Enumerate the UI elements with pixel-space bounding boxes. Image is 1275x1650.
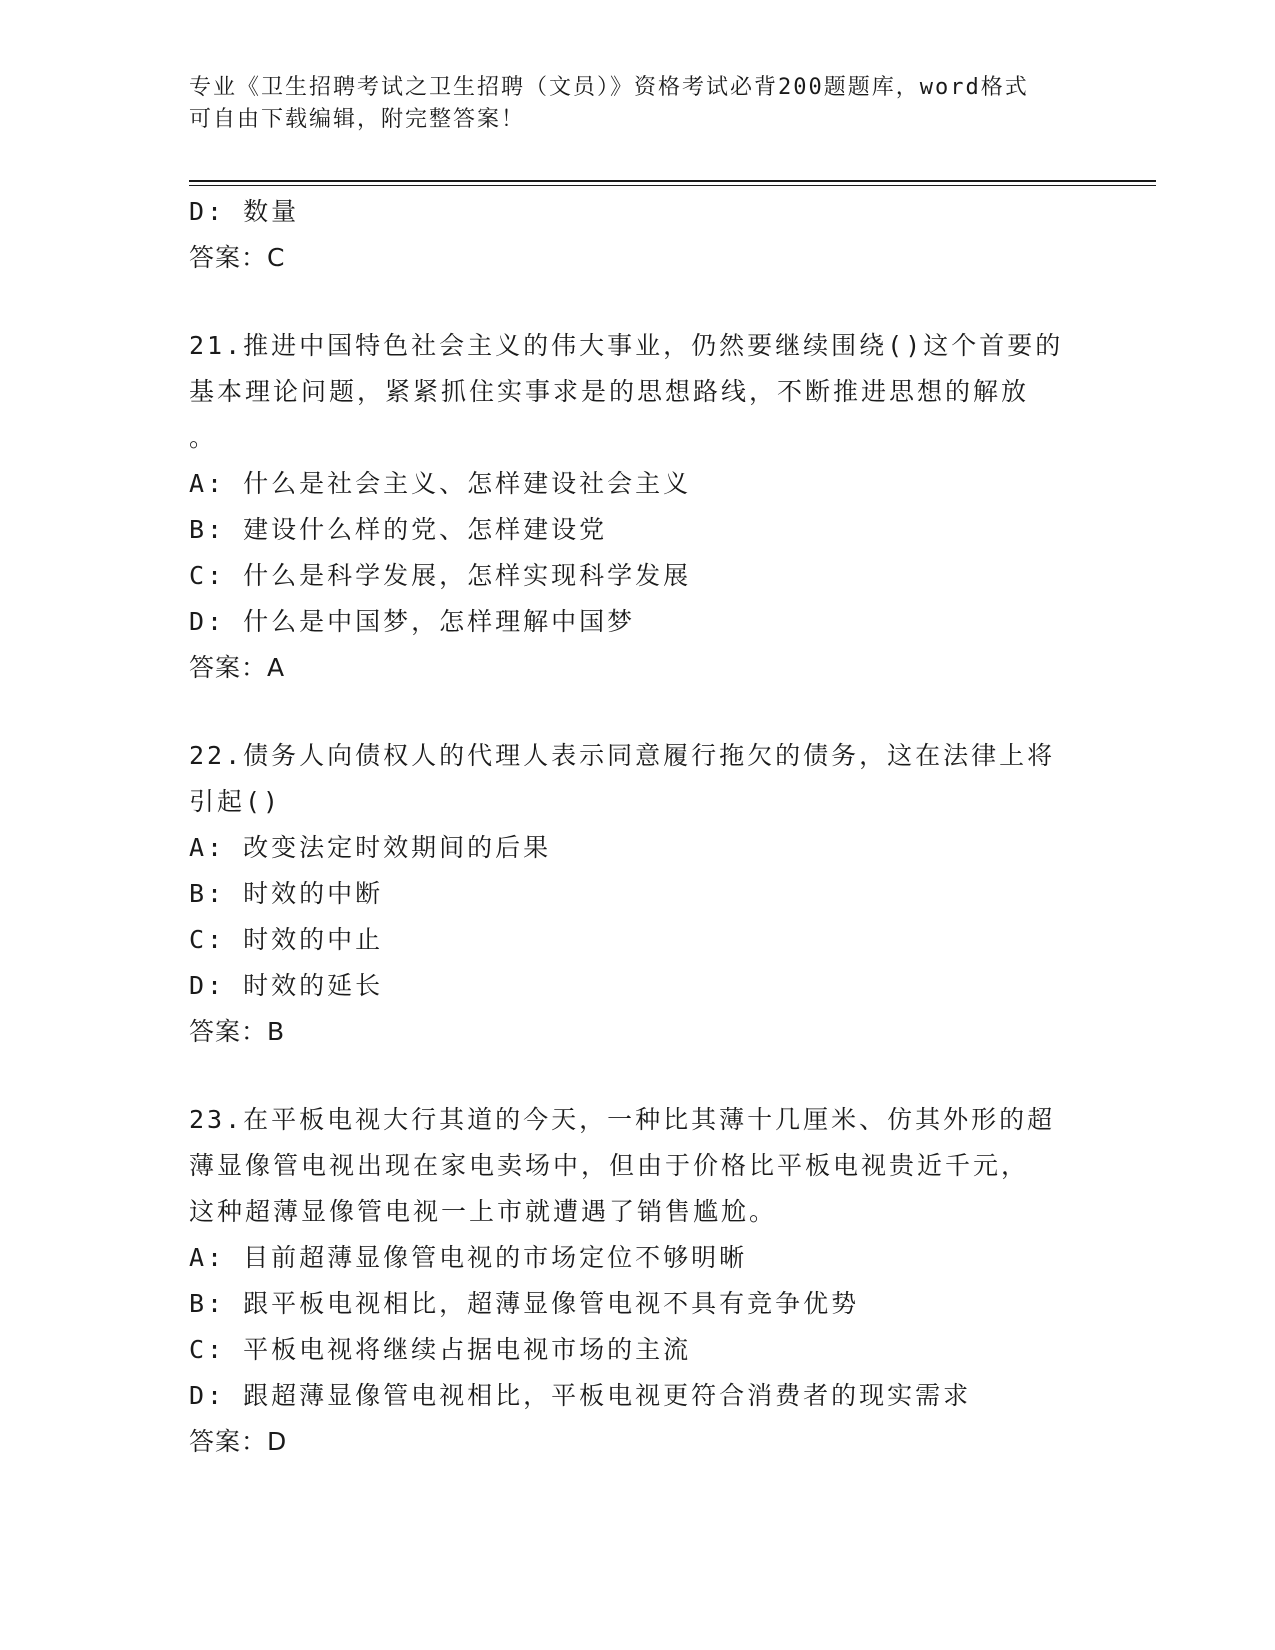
question-text-line: 22.债务人向债权人的代理人表示同意履行拖欠的债务，这在法律上将: [189, 741, 1056, 770]
document-body: [189, 189, 1089, 1465]
question-text-line: 引起(): [189, 787, 282, 816]
header-divider-thin: [189, 185, 1156, 186]
option-a: A: 改变法定时效期间的后果: [189, 833, 552, 862]
previous-question-tail: [189, 189, 1089, 281]
question-text-line: 这种超薄显像管电视一上市就遭遇了销售尴尬。: [189, 1197, 778, 1226]
option-d: D: 什么是中国梦，怎样理解中国梦: [189, 607, 636, 636]
answer-line: 答案：D: [189, 1427, 288, 1456]
option-a: A: 目前超薄显像管电视的市场定位不够明晰: [189, 1243, 748, 1272]
answer-line: 答案：C: [189, 243, 286, 272]
header-title-line-1: 专业《卫生招聘考试之卫生招聘（文员）》资格考试必背200题题库，word格式: [189, 75, 1029, 100]
option-b: B: 时效的中断: [189, 879, 384, 908]
question-text-line: 薄显像管电视出现在家电卖场中，但由于价格比平板电视贵近千元，: [189, 1151, 1030, 1180]
question-text-line: 基本理论问题，紧紧抓住实事求是的思想路线，不断推进思想的解放: [189, 377, 1030, 406]
option-a: A: 什么是社会主义、怎样建设社会主义: [189, 469, 692, 498]
answer-line: 答案：A: [189, 653, 286, 682]
question-text-line: 23.在平板电视大行其道的今天，一种比其薄十几厘米、仿其外形的超: [189, 1105, 1056, 1134]
option-d: D: 数量: [189, 197, 300, 226]
question-22: [189, 733, 1089, 1055]
option-c: C: 什么是科学发展，怎样实现科学发展: [189, 561, 692, 590]
question-text-line: 21.推进中国特色社会主义的伟大事业，仍然要继续围绕()这个首要的: [189, 331, 1064, 360]
option-c: C: 平板电视将继续占据电视市场的主流: [189, 1335, 692, 1364]
question-text-line: 。: [189, 423, 218, 452]
option-b: B: 建设什么样的党、怎样建设党: [189, 515, 608, 544]
option-b: B: 跟平板电视相比，超薄显像管电视不具有竞争优势: [189, 1289, 860, 1318]
option-d: D: 跟超薄显像管电视相比，平板电视更符合消费者的现实需求: [189, 1381, 972, 1410]
header-title-line-2: 可自由下载编辑，附完整答案！: [189, 107, 526, 132]
header-divider-thick: [189, 180, 1156, 182]
answer-line: 答案：B: [189, 1017, 286, 1046]
question-23: [189, 1097, 1089, 1465]
question-21: [189, 323, 1089, 691]
option-c: C: 时效的中止: [189, 925, 384, 954]
page-header: [189, 72, 1089, 136]
option-d: D: 时效的延长: [189, 971, 384, 1000]
